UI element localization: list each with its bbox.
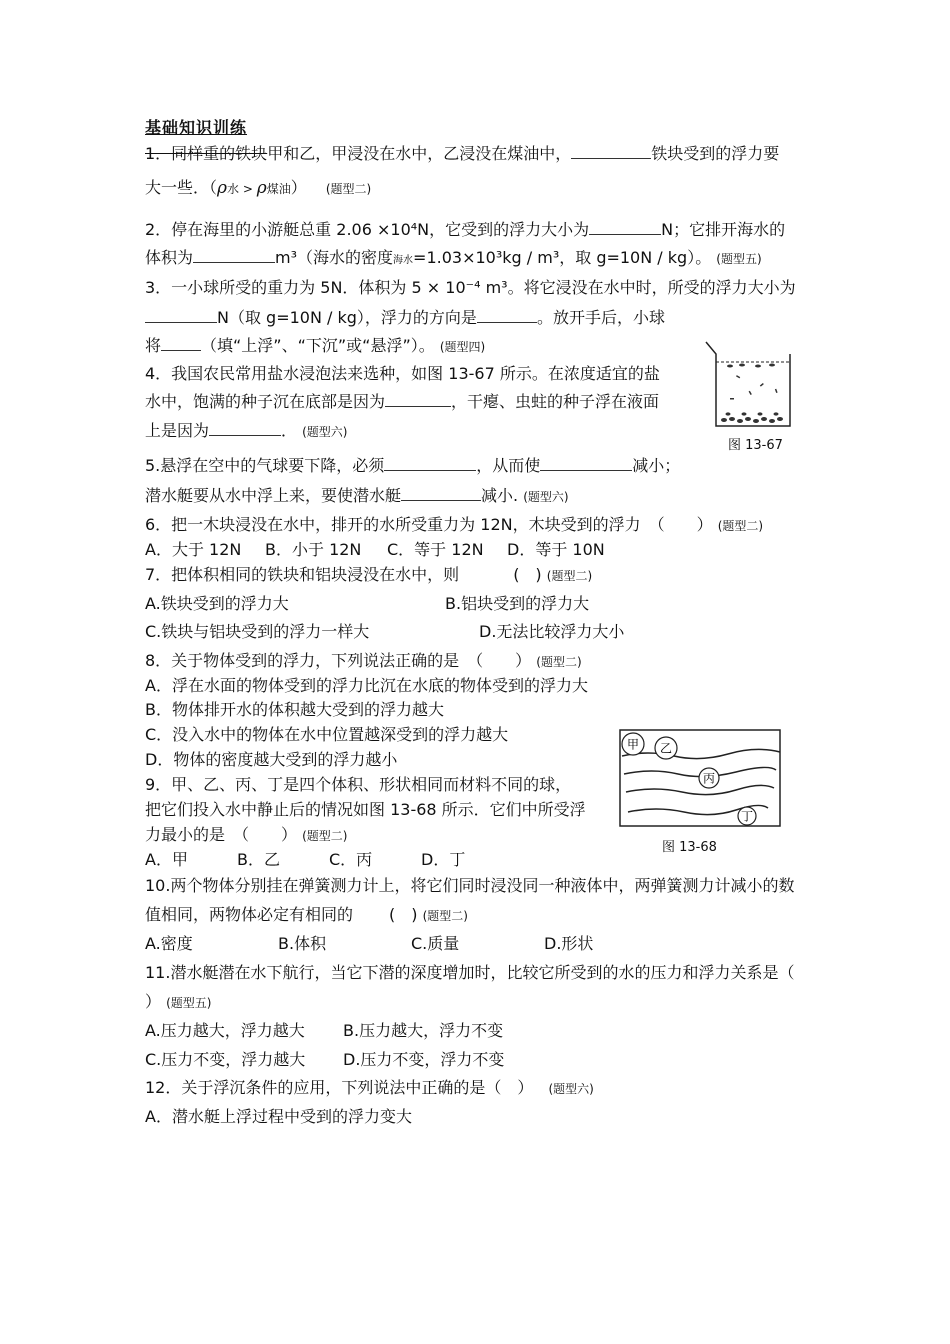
q1-text-d: ）: [290, 178, 307, 197]
q6-option-c[interactable]: C．等于 12N: [387, 540, 484, 559]
q11-text-b: ）: [145, 992, 162, 1011]
question-12-line-1: [145, 1078, 594, 1099]
question-10-line-1: 10.两个物体分别挂在弹簧测力计上，将它们同时浸没同一种液体中，两弹簧测力计减小的数: [145, 876, 795, 895]
q1-text-c: 大一些．（: [145, 178, 218, 197]
question-3-line-1: [145, 278, 796, 298]
q5-text-c: 减小；: [632, 456, 681, 475]
q2-text-a: 2．停在海里的小游艇总重 2.06 ×10⁴N，它受到的浮力大小为: [145, 220, 590, 239]
question-8-line-1: [145, 651, 582, 672]
question-6-options: [145, 540, 605, 560]
rho-symbol: ρ: [256, 178, 267, 198]
q5-type-tag: (题型六): [523, 490, 569, 504]
question-3-line-2: [145, 308, 665, 328]
q3-text-e: （填“上浮”、“下沉”或“悬浮”）。: [201, 336, 435, 355]
figure-13-68-caption: 图 13-68: [662, 840, 717, 855]
q12-text-a: 12．关于浮沉条件的应用，下列说法中正确的是（ ）: [145, 1078, 534, 1097]
q12-option-a[interactable]: A．潜水艇上浮过程中受到的浮力变大: [145, 1107, 412, 1126]
ball-jia-label: 甲: [626, 737, 640, 752]
ball-yi-label: 乙: [659, 741, 673, 756]
question-11-line-1: 11.潜水艇潜在水下航行，当它下潜的深度增加时，比较它所受到的水的压力和浮力关系是（: [145, 963, 795, 982]
q3-text-c: 。放开手后，小球: [536, 308, 665, 327]
q9-option-c[interactable]: C．丙: [329, 850, 373, 869]
q4-text-c: ，干瘪、虫蛀的种子浮在液面: [451, 392, 660, 411]
question-6-line-1: [145, 515, 763, 536]
q7-text-a: 7．把体积相同的铁块和铝块浸没在水中，则: [145, 565, 460, 584]
q12-type-tag: (题型六): [548, 1082, 594, 1096]
figure-13-68-tank: [618, 728, 784, 830]
q8-option-c[interactable]: C．没入水中的物体在水中位置越深受到的浮力越大: [145, 725, 509, 744]
q7-option-b[interactable]: B.铝块受到的浮力大: [445, 594, 590, 613]
question-2-line-2: [145, 248, 762, 271]
q6-option-b[interactable]: B．小于 12N: [265, 540, 362, 559]
question-10-line-2: [145, 905, 468, 926]
question-9-line-2: 把它们投入水中静止后的情况如图 13-68 所示．它们中所受浮: [145, 800, 586, 819]
q9-option-a[interactable]: A．甲: [145, 850, 188, 869]
q7-option-a[interactable]: A.铁块受到的浮力大: [145, 594, 289, 613]
q2-text-c: 体积为: [145, 248, 194, 267]
q8-text-a: 8．关于物体受到的浮力，下列说法正确的是 （ ）: [145, 651, 532, 670]
q5-blank-3[interactable]: [401, 486, 481, 501]
q11-option-c[interactable]: C.压力不变，浮力越大: [145, 1050, 306, 1069]
q1-sub-water: 水: [227, 182, 240, 196]
q4-blank-2[interactable]: [209, 421, 281, 436]
figure-13-67-caption: 图 13-67: [728, 438, 783, 453]
q10-option-c[interactable]: C.质量: [411, 934, 460, 953]
q5-text-d: 潜水艇要从水中浮上来，要使潜水艇: [145, 486, 402, 505]
q1-type-tag: (题型二): [325, 182, 372, 196]
q3-type-tag: (题型四): [439, 340, 486, 354]
question-5-line-2: [145, 486, 569, 507]
q2-blank-1[interactable]: [589, 220, 661, 235]
q8-option-a[interactable]: A．浮在水面的物体受到的浮力比沉在水底的物体受到的浮力大: [145, 676, 588, 695]
q8-option-b[interactable]: B．物体排开水的体积越大受到的浮力越大: [145, 700, 444, 719]
q8-type-tag: (题型二): [536, 655, 582, 669]
q4-blank-1[interactable]: [385, 392, 451, 407]
q10-text-b: 值相同，两物体必定有相同的: [145, 905, 354, 924]
q2-blank-2[interactable]: [193, 248, 275, 263]
q6-option-d[interactable]: D．等于 10N: [507, 540, 605, 559]
q9-text-c: 力最小的是 （ ）: [145, 825, 298, 844]
question-4-line-2: [145, 392, 659, 412]
q3-blank-3[interactable]: [161, 336, 201, 351]
question-5-line-1: [145, 456, 680, 476]
q5-blank-2[interactable]: [540, 456, 632, 471]
question-9-options: [145, 850, 465, 870]
q10-option-d[interactable]: D.形状: [544, 934, 594, 953]
ball-ding-label: 丁: [740, 809, 754, 824]
q3-blank-2[interactable]: [477, 308, 537, 323]
question-2-line-1: [145, 220, 785, 240]
q5-text-a: 5.悬浮在空中的气球要下降，必须: [145, 456, 385, 475]
q6-option-a[interactable]: A．大于 12N: [145, 540, 242, 559]
q3-text-b: N（取 g=10N / kg），浮力的方向是: [217, 308, 477, 327]
q10-type-tag: (题型二): [422, 909, 468, 923]
q7-option-c[interactable]: C.铁块与铝块受到的浮力一样大: [145, 622, 370, 641]
question-7-line-1: [145, 565, 592, 586]
q1-greater-than: >: [239, 182, 257, 196]
q9-type-tag: (题型二): [302, 829, 348, 843]
q1-text-a: 甲和乙，甲浸没在水中，乙浸没在煤油中，: [267, 144, 572, 163]
q11-option-b[interactable]: B.压力越大，浮力不变: [343, 1021, 504, 1040]
q2-sub-seawater: 海水: [393, 255, 414, 266]
q3-text-d: 将: [145, 336, 162, 355]
q2-text-d: m³（海水的密度: [275, 248, 394, 267]
q3-text-a: 3．一小球所受的重力为 5N．体积为 5 × 10⁻⁴ m³。将它浸没在水中时，所受的浮力大小为: [145, 278, 796, 297]
q2-text-e: =1.03×10³kg / m³，取 g=10N / kg）。: [413, 248, 712, 267]
q1-sub-kerosene: 煤油: [266, 182, 291, 196]
q6-text-a: 6．把一木块浸没在水中，排开的水所受重力为 12N，木块受到的浮力 （ ）: [145, 515, 713, 534]
q4-text-e: ．: [281, 421, 298, 440]
q8-option-d[interactable]: D．物体的密度越大受到的浮力越小: [145, 750, 398, 769]
question-4-line-3: [145, 421, 348, 442]
question-10-options: [145, 934, 593, 954]
q5-text-b: ，从而使: [476, 456, 541, 475]
section-heading: 基础知识训练: [145, 118, 248, 137]
question-11-options-row-2: [145, 1050, 504, 1070]
q9-option-d[interactable]: D．丁: [421, 850, 466, 869]
q2-type-tag: (题型五): [716, 252, 762, 266]
question-3-line-3: [145, 336, 485, 357]
q3-blank-1[interactable]: [145, 308, 217, 323]
q10-answer-paren[interactable]: ( ): [389, 905, 418, 924]
rho-symbol: ρ: [217, 178, 228, 198]
question-11-line-2: [145, 992, 211, 1013]
q9-option-b[interactable]: B．乙: [237, 850, 280, 869]
q7-option-d[interactable]: D.无法比较浮力大小: [479, 622, 625, 641]
q1-struck-text: 1．同样重的铁块: [145, 144, 268, 163]
q4-type-tag: (题型六): [302, 425, 348, 439]
q11-type-tag: (题型五): [166, 996, 212, 1010]
question-9-line-3: [145, 825, 347, 846]
q11-option-d[interactable]: D.压力不变，浮力不变: [343, 1050, 505, 1069]
q5-text-e: 减小.: [481, 486, 519, 505]
question-9-line-1: 9．甲、乙、丙、丁是四个体积、形状相同而材料不同的球，: [145, 775, 572, 794]
q2-text-b: N；它排开海水的: [661, 220, 786, 239]
q4-text-d: 上是因为: [145, 421, 210, 440]
question-7-options-row-1: [145, 594, 589, 614]
question-7-options-row-2: [145, 622, 624, 642]
q7-answer-paren[interactable]: ( ): [513, 565, 542, 584]
question-1-line-1: [145, 144, 779, 164]
q1-text-b: 铁块受到的浮力要: [651, 144, 780, 163]
q5-blank-1[interactable]: [384, 456, 476, 471]
q11-option-a[interactable]: A.压力越大，浮力越大: [145, 1021, 305, 1040]
q10-option-a[interactable]: A.密度: [145, 934, 193, 953]
question-11-options-row-1: [145, 1021, 503, 1041]
q4-text-b: 水中，饱满的种子沉在底部是因为: [145, 392, 386, 411]
question-4-line-1: [145, 364, 660, 384]
q4-text-a: 4．我国农民常用盐水浸泡法来选种，如图 13-67 所示。在浓度适宜的盐: [145, 364, 660, 383]
q1-blank[interactable]: [571, 144, 651, 159]
q7-type-tag: (题型二): [546, 569, 593, 583]
ball-bing-label: 丙: [702, 771, 716, 786]
figure-13-67-beaker: [700, 340, 800, 430]
q6-type-tag: (题型二): [717, 519, 764, 533]
q10-option-b[interactable]: B.体积: [278, 934, 327, 953]
question-1-line-2: [145, 178, 371, 199]
